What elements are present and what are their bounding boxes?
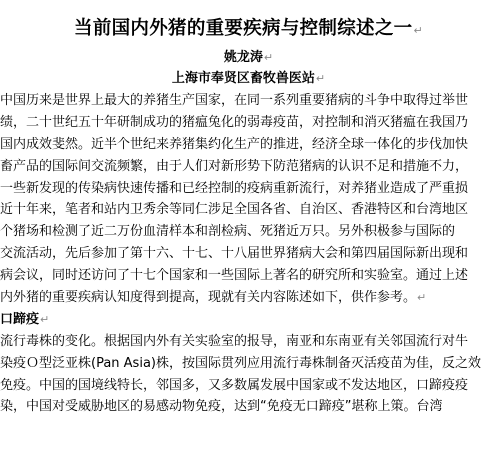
body-line-text: 交流活动，先后参加了第十六、十七、十八届世界猪病大会和第四届国际新出现和: [0, 246, 469, 262]
body-line-text: 国内成效斐然。近半个世纪来养猪集约化生产的推进，经济全球一体化的步伐加快: [0, 136, 469, 152]
affiliation-text: 上海市奉贤区畜牧兽医站: [171, 71, 315, 86]
author-name: [0, 46, 497, 65]
author-affiliation: [0, 67, 497, 86]
body-text: [0, 90, 497, 418]
document-title: [0, 14, 497, 40]
body-line: [0, 178, 497, 200]
body-line: [0, 90, 497, 112]
body-line: [0, 243, 497, 265]
section-heading-text: 口蹄疫: [0, 311, 40, 327]
paragraph-mark-icon: ↵: [263, 51, 274, 64]
body-line: [0, 287, 497, 309]
body-line-text: 染疫Ｏ型泛亚株(Pan Asia)株，按国际贯列应用流行毒株制备灭活疫苗为佳，反之效: [0, 355, 481, 371]
body-line: [0, 353, 497, 375]
author-text: 姚龙涛: [223, 50, 263, 65]
body-line-text: 流行毒株的变化。根据国内外有关实验室的报导，南亚和东南亚有关邻国流行对牛: [0, 333, 469, 349]
body-line: [0, 265, 497, 287]
body-line-text: 一些新发现的传染病快速传播和已经控制的疫病重新流行，对养猪业造成了严重损: [0, 180, 469, 196]
body-line: [0, 331, 497, 353]
paragraph-mark-icon: ↵: [315, 72, 326, 85]
body-line-text: 染，中国对受威胁地区的易感动物免疫，达到“免疫无口蹄疫”堪称上策。台湾: [0, 399, 443, 415]
body-line: [0, 112, 497, 134]
body-line: [0, 199, 497, 221]
paragraph-mark-icon: ↵: [40, 312, 50, 326]
body-line: [0, 156, 497, 178]
body-line: [0, 134, 497, 156]
body-line-text: 病会议，同时还访问了十七个国家和一些国际上著名的研究所和实验室。通过上述: [0, 268, 469, 284]
body-line-text: 中国历来是世界上最大的养猪生产国家，在同一系列重要猪病的斗争中取得过举世: [0, 93, 469, 108]
body-line-text: 内外猪的重要疾病认知度得到提高，现就有关内容陈述如下，供作参考。: [0, 290, 417, 306]
body-line: [0, 375, 497, 397]
body-line-text: 绩，二十世纪五十年研制成功的猪瘟兔化的弱毒疫苗，对控制和消灭猪瘟在我国乃: [0, 114, 469, 130]
body-line-text: 畜产品的国际间交流频繁，由于人们对新形势下防范猪病的认识不足和措施不力，: [0, 158, 469, 174]
title-text: 当前国内外猪的重要疾病与控制综述之一: [74, 18, 413, 39]
body-line-text: 免疫。中国的国境线特长，邻国多，又多数属发展中国家或不发达地区，口蹄疫疫: [0, 377, 469, 393]
body-line: [0, 221, 497, 243]
paragraph-mark-icon: ↵: [413, 24, 423, 37]
body-line-text: 近十年来，笔者和站内卫秀余等同仁涉足全国各省、自治区、香港特区和台湾地区: [0, 202, 469, 218]
section-heading: [0, 309, 497, 331]
paragraph-mark-icon: ↵: [417, 291, 427, 305]
body-line-text: 个猪场和检测了近二万份血清样本和剖检病、死猪近万只。另外积极参与国际的: [0, 224, 456, 240]
body-line: [0, 396, 497, 418]
